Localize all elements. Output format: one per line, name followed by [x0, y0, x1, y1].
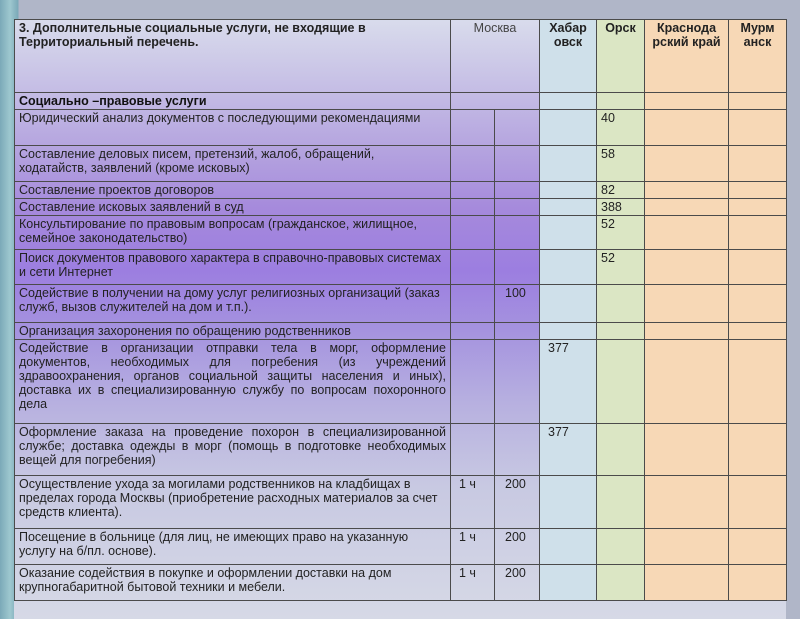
moscow-unit — [451, 285, 495, 323]
moscow-unit — [451, 182, 495, 199]
cell-empty — [451, 93, 540, 110]
moscow-price — [495, 182, 540, 199]
moscow-price — [495, 323, 540, 340]
moscow-unit — [451, 323, 495, 340]
table-row — [15, 146, 787, 182]
khabarovsk-price — [540, 199, 597, 216]
moscow-unit — [451, 216, 495, 250]
moscow-unit: 1 ч — [451, 565, 495, 601]
table-row — [15, 424, 787, 476]
krasnodar-price — [645, 476, 729, 529]
moscow-price — [495, 146, 540, 182]
khabarovsk-price — [540, 565, 597, 601]
moscow-price — [495, 216, 540, 250]
moscow-unit — [451, 199, 495, 216]
krasnodar-price — [645, 424, 729, 476]
table-row — [15, 250, 787, 285]
murmansk-price — [729, 476, 787, 529]
orsk-price — [597, 285, 645, 323]
orsk-price: 52 — [597, 216, 645, 250]
moscow-unit — [451, 250, 495, 285]
service-name: Осуществление ухода за могилами родственников на кладбищах в пределах города Москвы (приобретение расходных материалов за счет средств клиента). — [15, 476, 451, 529]
murmansk-price — [729, 323, 787, 340]
khabarovsk-price — [540, 182, 597, 199]
murmansk-price — [729, 146, 787, 182]
khabarovsk-price — [540, 146, 597, 182]
service-name: Составление деловых писем, претензий, жалоб, обращений, ходатайств, заявлений (кроме исковых) — [15, 146, 451, 182]
orsk-price — [597, 529, 645, 565]
table-row — [15, 340, 787, 424]
khabarovsk-price — [540, 323, 597, 340]
krasnodar-price — [645, 182, 729, 199]
moscow-unit — [451, 110, 495, 146]
moscow-price — [495, 424, 540, 476]
krasnodar-price — [645, 199, 729, 216]
murmansk-price — [729, 250, 787, 285]
col-khabarovsk: Хабар овск — [540, 20, 597, 93]
service-name: Поиск документов правового характера в справочно-правовых системах и сети Интернет — [15, 250, 451, 285]
orsk-price — [597, 424, 645, 476]
service-name: Составление исковых заявлений в суд — [15, 199, 451, 216]
moscow-unit: 1 ч — [451, 476, 495, 529]
orsk-price — [597, 340, 645, 424]
orsk-price: 58 — [597, 146, 645, 182]
col-murmansk: Мурм анск — [729, 20, 787, 93]
khabarovsk-price — [540, 529, 597, 565]
moscow-price — [495, 199, 540, 216]
krasnodar-price — [645, 285, 729, 323]
murmansk-price — [729, 340, 787, 424]
cell-empty — [540, 93, 597, 110]
moscow-price: 100 — [495, 285, 540, 323]
moscow-price — [495, 340, 540, 424]
header-row — [15, 20, 787, 93]
murmansk-price — [729, 424, 787, 476]
orsk-price: 388 — [597, 199, 645, 216]
col-moscow: Москва — [451, 20, 540, 93]
moscow-unit — [451, 340, 495, 424]
orsk-price: 40 — [597, 110, 645, 146]
krasnodar-price — [645, 216, 729, 250]
table-row — [15, 323, 787, 340]
murmansk-price — [729, 529, 787, 565]
murmansk-price — [729, 199, 787, 216]
cell-empty — [597, 93, 645, 110]
table-row — [15, 110, 787, 146]
table-row — [15, 182, 787, 199]
moscow-unit — [451, 146, 495, 182]
moscow-price — [495, 250, 540, 285]
krasnodar-price — [645, 565, 729, 601]
service-name: Оказание содействия в покупке и оформлении доставки на дом крупногабаритной бытовой техники и мебели. — [15, 565, 451, 601]
orsk-price — [597, 476, 645, 529]
krasnodar-price — [645, 340, 729, 424]
section-title: Социально –правовые услуги — [15, 93, 451, 110]
murmansk-price — [729, 216, 787, 250]
moscow-price: 200 — [495, 476, 540, 529]
moscow-unit: 1 ч — [451, 529, 495, 565]
service-name: Консультирование по правовым вопросам (гражданское, жилищное, семейное законодательство) — [15, 216, 451, 250]
section-row — [15, 93, 787, 110]
moscow-price: 200 — [495, 565, 540, 601]
service-name: Содействие в получении на дому услуг религиозных организаций (заказ служб, вызов служителей на дом и т.п.). — [15, 285, 451, 323]
murmansk-price — [729, 565, 787, 601]
moscow-unit — [451, 424, 495, 476]
orsk-price — [597, 323, 645, 340]
table-row — [15, 199, 787, 216]
orsk-price: 52 — [597, 250, 645, 285]
service-name: Организация захоронения по обращению родственников — [15, 323, 451, 340]
khabarovsk-price — [540, 216, 597, 250]
service-name: Содействие в организации отправки тела в морг, оформление документов, необходимых для погребения (из учреждений здравоохранения, органов социальной защиты населения и иных), доставка их в специализированную службу по вопросам похоронного дела — [15, 340, 451, 424]
table-title: 3. Дополнительные социальные услуги, не входящие в Территориальный перечень. — [15, 20, 451, 93]
col-krasnodar: Краснода рский край — [645, 20, 729, 93]
service-name: Посещение в больнице (для лиц, не имеющих право на указанную услугу на б/пл. основе). — [15, 529, 451, 565]
khabarovsk-price: 377 — [540, 424, 597, 476]
krasnodar-price — [645, 323, 729, 340]
krasnodar-price — [645, 529, 729, 565]
khabarovsk-price — [540, 476, 597, 529]
krasnodar-price — [645, 146, 729, 182]
orsk-price: 82 — [597, 182, 645, 199]
moscow-price — [495, 110, 540, 146]
moscow-price: 200 — [495, 529, 540, 565]
table-row — [15, 565, 787, 601]
khabarovsk-price — [540, 110, 597, 146]
khabarovsk-price — [540, 285, 597, 323]
krasnodar-price — [645, 250, 729, 285]
service-name: Составление проектов договоров — [15, 182, 451, 199]
table-row — [15, 216, 787, 250]
cell-empty — [645, 93, 729, 110]
khabarovsk-price: 377 — [540, 340, 597, 424]
services-table — [14, 19, 787, 601]
table-row — [15, 285, 787, 323]
table-row — [15, 476, 787, 529]
khabarovsk-price — [540, 250, 597, 285]
col-orsk: Орск — [597, 20, 645, 93]
krasnodar-price — [645, 110, 729, 146]
murmansk-price — [729, 182, 787, 199]
orsk-price — [597, 565, 645, 601]
murmansk-price — [729, 285, 787, 323]
service-name: Юридический анализ документов с последующими рекомендациями — [15, 110, 451, 146]
service-name: Оформление заказа на проведение похорон в специализированной службе; доставка одежды в морг (помощь в подготовке необходимых вещей для погребения) — [15, 424, 451, 476]
cell-empty — [729, 93, 787, 110]
table-row — [15, 529, 787, 565]
murmansk-price — [729, 110, 787, 146]
